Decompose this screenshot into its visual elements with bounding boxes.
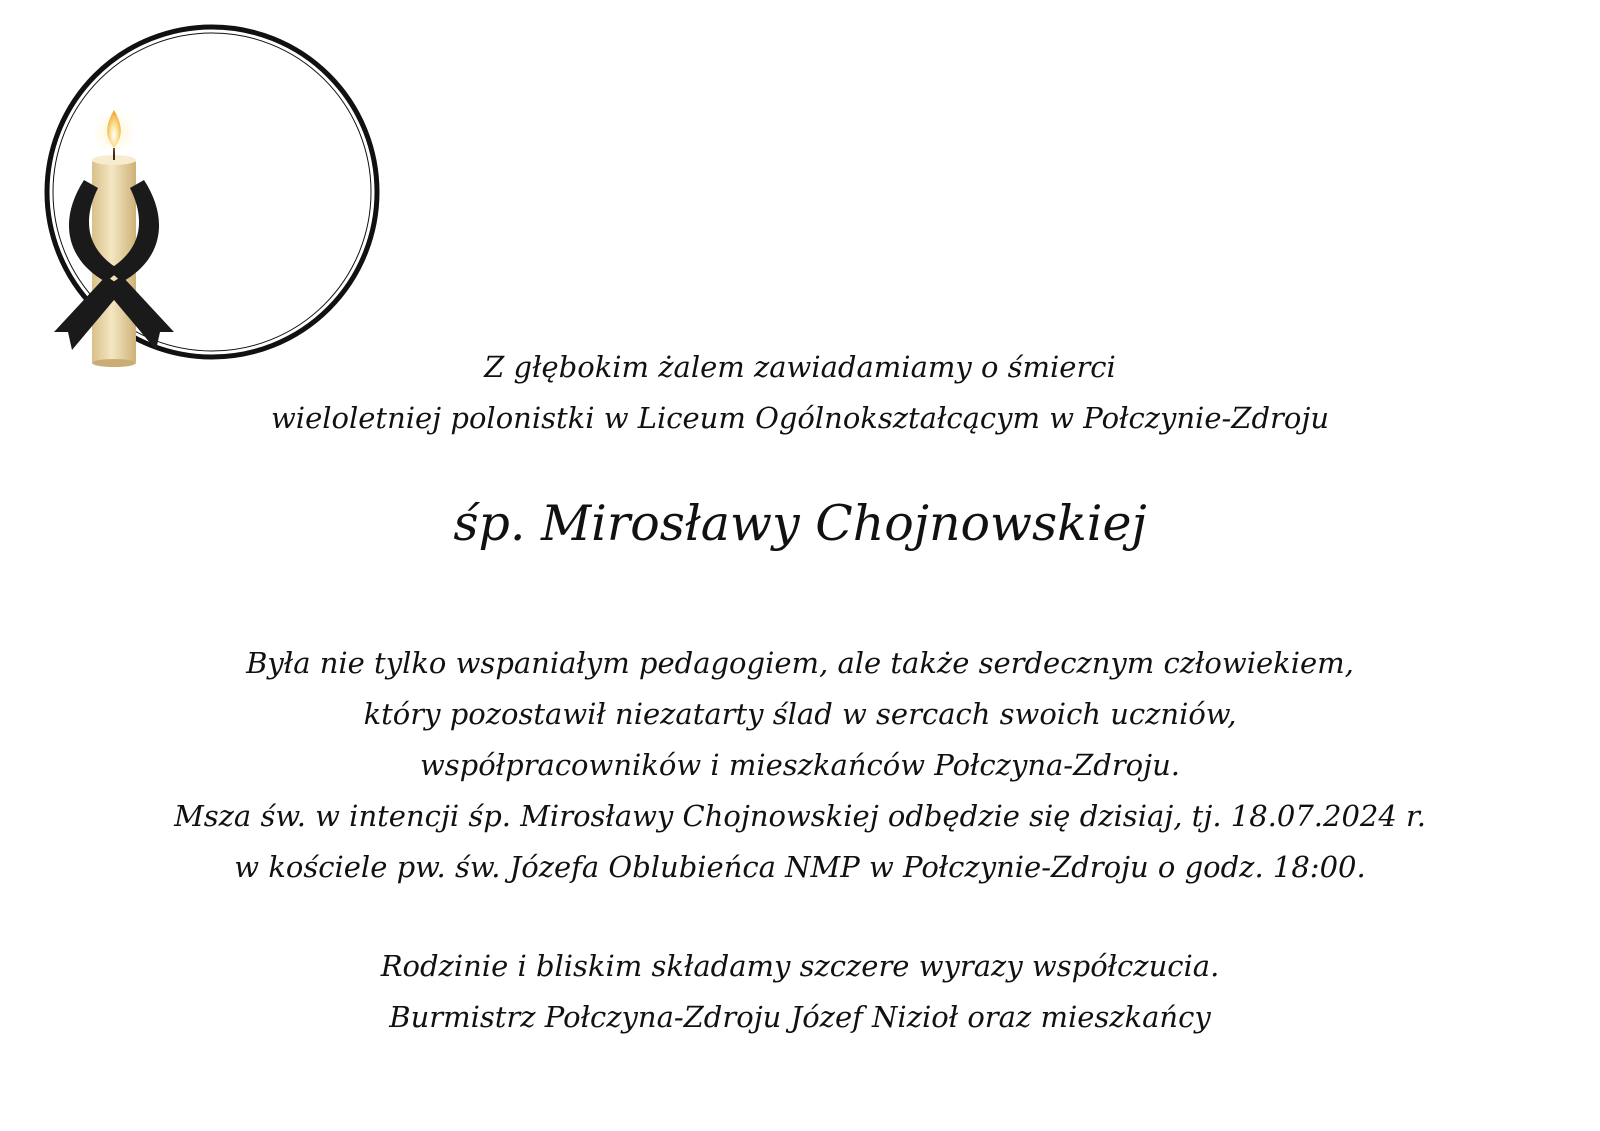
condolence-text [0,941,1600,1043]
intro-line: Z głębokim żalem zawiadamiamy o śmierci [484,350,1116,384]
tribute-line: Była nie tylko wspaniałym pedagogiem, ale także serdecznym człowiekiem, [246,646,1354,680]
tribute-line: współpracowników i mieszkańców Połczyna-Zdroju. [419,748,1181,782]
signature-line: Burmistrz Połczyna-Zdroju Józef Nizioł oraz mieszkańcy [389,1000,1211,1034]
mourning-emblem [40,20,400,380]
candle-flame-icon [92,110,136,154]
intro-text [0,342,1600,444]
deceased-name [0,492,1600,556]
intro-line: wieloletniej polonistki w Liceum Ogólnokształcącym w Połczynie-Zdroju [270,401,1330,435]
tribute-text [0,638,1600,893]
mass-location-line: w kościele pw. św. Józefa Oblubieńca NMP w Połczynie-Zdroju o godz. 18:00. [234,850,1366,884]
tribute-line: który pozostawił niezatarty ślad w sercach swoich uczniów, [363,697,1237,731]
deceased-name-text: śp. Mirosławy Chojnowskiej [453,495,1147,552]
condolence-line: Rodzinie i bliskim składamy szczere wyrazy współczucia. [380,949,1220,983]
mass-info-line: Msza św. w intencji śp. Mirosławy Chojnowskiej odbędzie się dzisiaj, tj. 18.07.2024 r. [174,799,1426,833]
